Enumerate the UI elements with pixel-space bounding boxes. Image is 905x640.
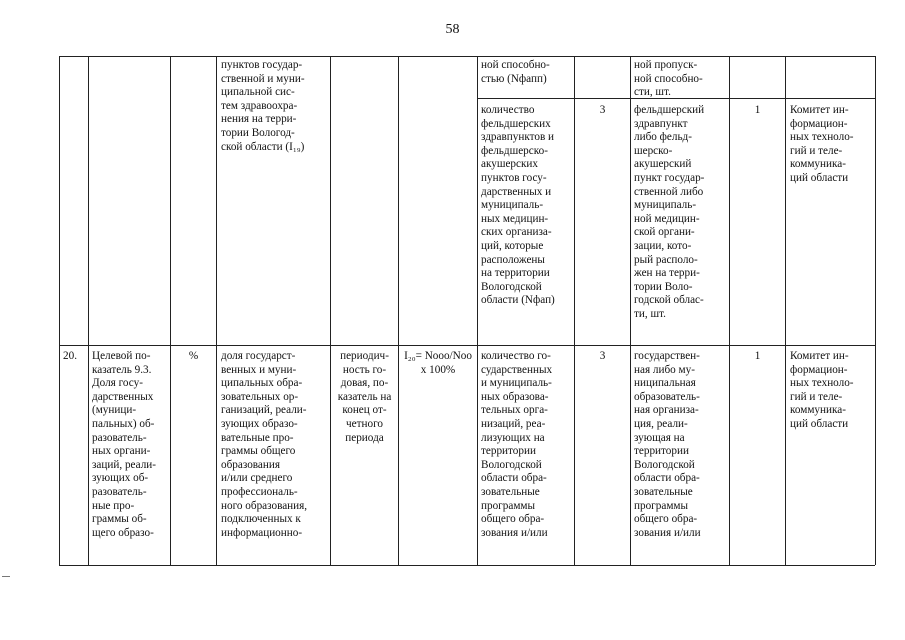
column-border: [398, 56, 399, 565]
periodicity-cell: периодич- ность го- довая, по- казатель на конец от- четного периода: [337, 350, 392, 444]
column-border: [574, 56, 575, 565]
indicator-description-cell: пунктов государ- ственной и муни- ципальной сис- тем здравоохра- нения на терри- тории Вологод- ской области (I₁₉): [221, 59, 305, 153]
column-border: [729, 56, 730, 565]
row-number-cell: 20.: [63, 350, 77, 362]
object-cell: фельдшерский здравпункт либо фельд- шерско- акушерский пункт государ- ственной либо муниципаль- ной медицин- ской органи- зации, кото- рый располо- жен на терри- тории Воло- годской облас- ти, шт.: [634, 104, 705, 320]
unit-cell: %: [188, 350, 199, 362]
method-cell: 3: [599, 350, 606, 362]
row-separator: [59, 345, 875, 346]
base-indicator-cell: ной способно- стью (Nфапп): [481, 59, 550, 85]
coverage-cell: 1: [754, 104, 761, 116]
indicator-name-cell: Целевой по- казатель 9.3. Доля госу- дарственных (муници- пальных) об- разователь- ных органи- заций, реали- зующих об- разователь- ные про- граммы об- щего образо-: [92, 350, 156, 539]
responsible-cell: Комитет ин- формацион- ных техноло- гий и теле- коммуника- ций области: [790, 350, 854, 430]
method-cell: 3: [599, 104, 606, 116]
table-top-border: [59, 56, 875, 57]
responsible-cell: Комитет ин- формацион- ных техноло- гий и теле- коммуника- ций области: [790, 104, 854, 184]
page-number: 58: [445, 22, 460, 37]
column-border: [216, 56, 217, 565]
column-border: [330, 56, 331, 565]
source-object-cell: ной пропуск- ной способно- сти, шт.: [634, 59, 703, 99]
base-indicator-cell: количество го- сударственных и муниципаль- ных образова- тельных орга- низаций, реа- лизующих на территории Вологодской области обра- зовательные программы общего обра- зования и/или: [481, 350, 553, 539]
base-indicator-cell: количество фельдшерских здравпунктов и фельдшерско- акушерских пунктов госу- дарственных и муниципаль- ных медицин- ских организа- ций, которые расположены на территории Вологодской области (Nфап): [481, 104, 555, 307]
indicator-definition-cell: доля государст- венных и муни- ципальных обра- зовательных ор- ганизаций, реали- зующих образо- вательные про- граммы общего образования и/или среднего профессиональ- ного образования, подключенных к информационно-: [221, 350, 308, 539]
column-border: [88, 56, 89, 565]
column-border: [477, 56, 478, 565]
column-border: [875, 56, 876, 565]
column-border: [170, 56, 171, 565]
column-border: [785, 56, 786, 565]
coverage-cell: 1: [754, 350, 761, 362]
scan-edge-mark: [2, 576, 10, 577]
formula-cell: I₂₀= Nооо/Nоо x 100%: [404, 350, 472, 376]
column-border: [630, 56, 631, 565]
column-border: [59, 56, 60, 565]
object-cell: государствен- ная либо му- ниципальная образователь- ная организа- ция, реали- зующая на территории Вологодской области обра- зовательные программы общего обра- зования и/или: [634, 350, 701, 539]
table-bottom-border: [59, 565, 875, 566]
